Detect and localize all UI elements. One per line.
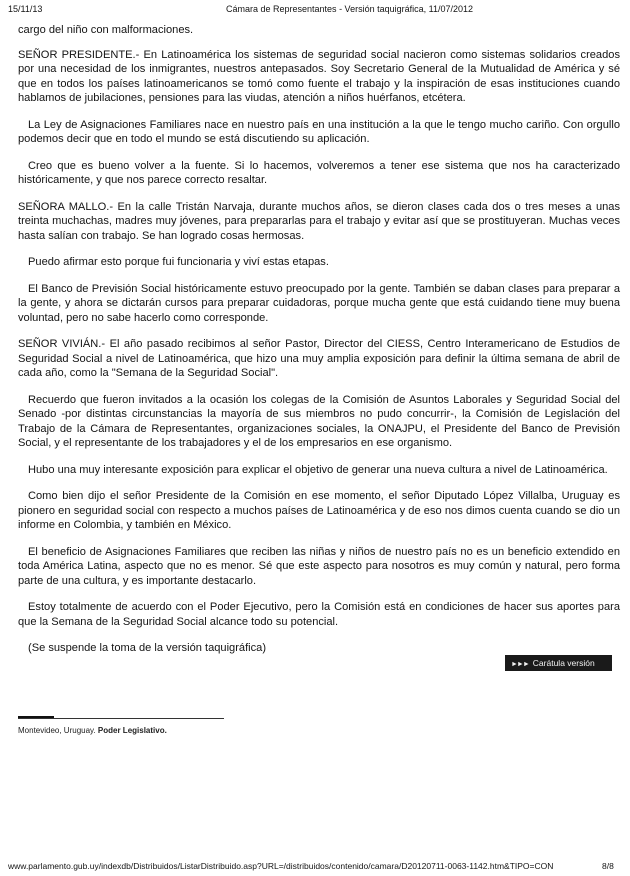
- footer-org: Poder Legislativo.: [97, 726, 167, 735]
- footer-location: [18, 726, 167, 735]
- footer-city: Montevideo, Uruguay.: [18, 726, 96, 735]
- session-note: (Se suspende la toma de la versión taquigráfica): [28, 642, 267, 654]
- print-header-title: Cámara de Representantes - Versión taquigráfica, 11/07/2012: [226, 4, 473, 14]
- paragraph: Creo que es bueno volver a la fuente. Si lo hacemos, volveremos a tener ese sistema que nos ha caracterizado históricamente, y que nos parece correcto resaltar.: [18, 159, 620, 186]
- paragraph: Estoy totalmente de acuerdo con el Poder Ejecutivo, pero la Comisión está en condiciones de hacer sus aportes para que la Semana de la Seguridad Social alcance todo su potencial.: [18, 601, 620, 628]
- paragraph: cargo del niño con malformaciones.: [18, 24, 194, 36]
- paragraph: Hubo una muy interesante exposición para explicar el objetivo de generar una nueva cultura a nivel de Latinoamérica.: [28, 463, 608, 476]
- page-number: 8/8: [602, 861, 614, 871]
- paragraph: La Ley de Asignaciones Familiares nace en nuestro país en una institución a la que le tengo mucho cariño. Con orgullo podemos decir que en todo el mundo se está discutiendo su aplicación.: [18, 118, 620, 145]
- paragraph: El Banco de Previsión Social históricamente estuvo preocupado por la gente. También se daban clases para preparar a la gente, y ahora se dictarán cursos para preparar cuidadoras, porque mucha gente que está cuidando tiene muy buena voluntad, pero no sabe hacerlo como corresponde.: [18, 282, 620, 324]
- print-date: 15/11/13: [8, 4, 43, 14]
- paragraph-speaker-vivian: SEÑOR VIVIÁN.- El año pasado recibimos al señor Pastor, Director del CIESS, Centro Interamericano de Estudios de Seguridad Social a nivel de Latinoamérica, que hizo una muy amplia exposición para definir la última semana de abril de cada año, como la "Semana de la Seguridad Social".: [18, 338, 620, 379]
- paragraph-speaker-presidente: SEÑOR PRESIDENTE.- En Latinoamérica los sistemas de seguridad social nacieron como sistemas solidarios creados por una necesidad de los inmigrantes, nuestros antepasados. Soy Secretario General de la Mutualidad de América y sé que en todos los países latinoamericanos se tomó como fuente el trabajo y la inspiración de esas instituciones cuando hablamos de jubilaciones, pensiones para las viudas, atención a niños huérfanos, etcétera.: [18, 48, 620, 104]
- paragraph-speaker-mallo: SEÑORA MALLO.- En la calle Tristán Narvaja, durante muchos años, se dieron clases cada dos o tres meses a unas treinta muchachas, madres muy jóvenes, para prepararlas para el trabajo y evitar así que se prostituyeran. Muchas veces hasta salían con trabajo. Se han logrado cosas hermosas.: [18, 200, 620, 242]
- print-url: www.parlamento.gub.uy/indexdb/Distribuidos/ListarDistribuido.asp?URL=/distribuidos/contenido/camara/D20120711-0063-1142.htm&TIPO=CON: [8, 861, 554, 871]
- paragraph: Como bien dijo el señor Presidente de la Comisión en ese momento, el señor Diputado López Villalba, Uruguay es pionero en seguridad social con respecto a muchos países de Latinoamérica y de eso nos dimos cuenta cuando se dio un informe en Colombia, y también en México.: [18, 490, 620, 531]
- paragraph: Puedo afirmar esto porque fui funcionaria y viví estas etapas.: [28, 256, 329, 268]
- footer-divider: [18, 718, 224, 719]
- caratula-version-label: Carátula versión: [532, 658, 595, 668]
- paragraph: Recuerdo que fueron invitados a la ocasión los colegas de la Comisión de Asuntos Laborales y Seguridad Social del Senado -por distintas circunstancias la mayoría de sus miembros no pudo concurrir-, la Comisión de Legislación del Trabajo de la Cámara de Representantes, organizaciones sociales, la ONAJPU, el Presidente del Banco de Previsión Social, y el representante de los trabajadores y el de los empresarios en ese organismo.: [18, 393, 620, 449]
- paragraph: El beneficio de Asignaciones Familiares que reciben las niñas y niños de nuestro país no es un beneficio extendido en toda América Latina, aspecto que no es menor. Sé que este aspecto para nosotros es muy común y natural, pero forma parte de una cultura, y es importante destacarlo.: [18, 545, 620, 587]
- caratula-version-button[interactable]: [505, 655, 612, 671]
- forward-arrows-icon: ►►►: [511, 661, 529, 668]
- transcript-body: [18, 23, 620, 668]
